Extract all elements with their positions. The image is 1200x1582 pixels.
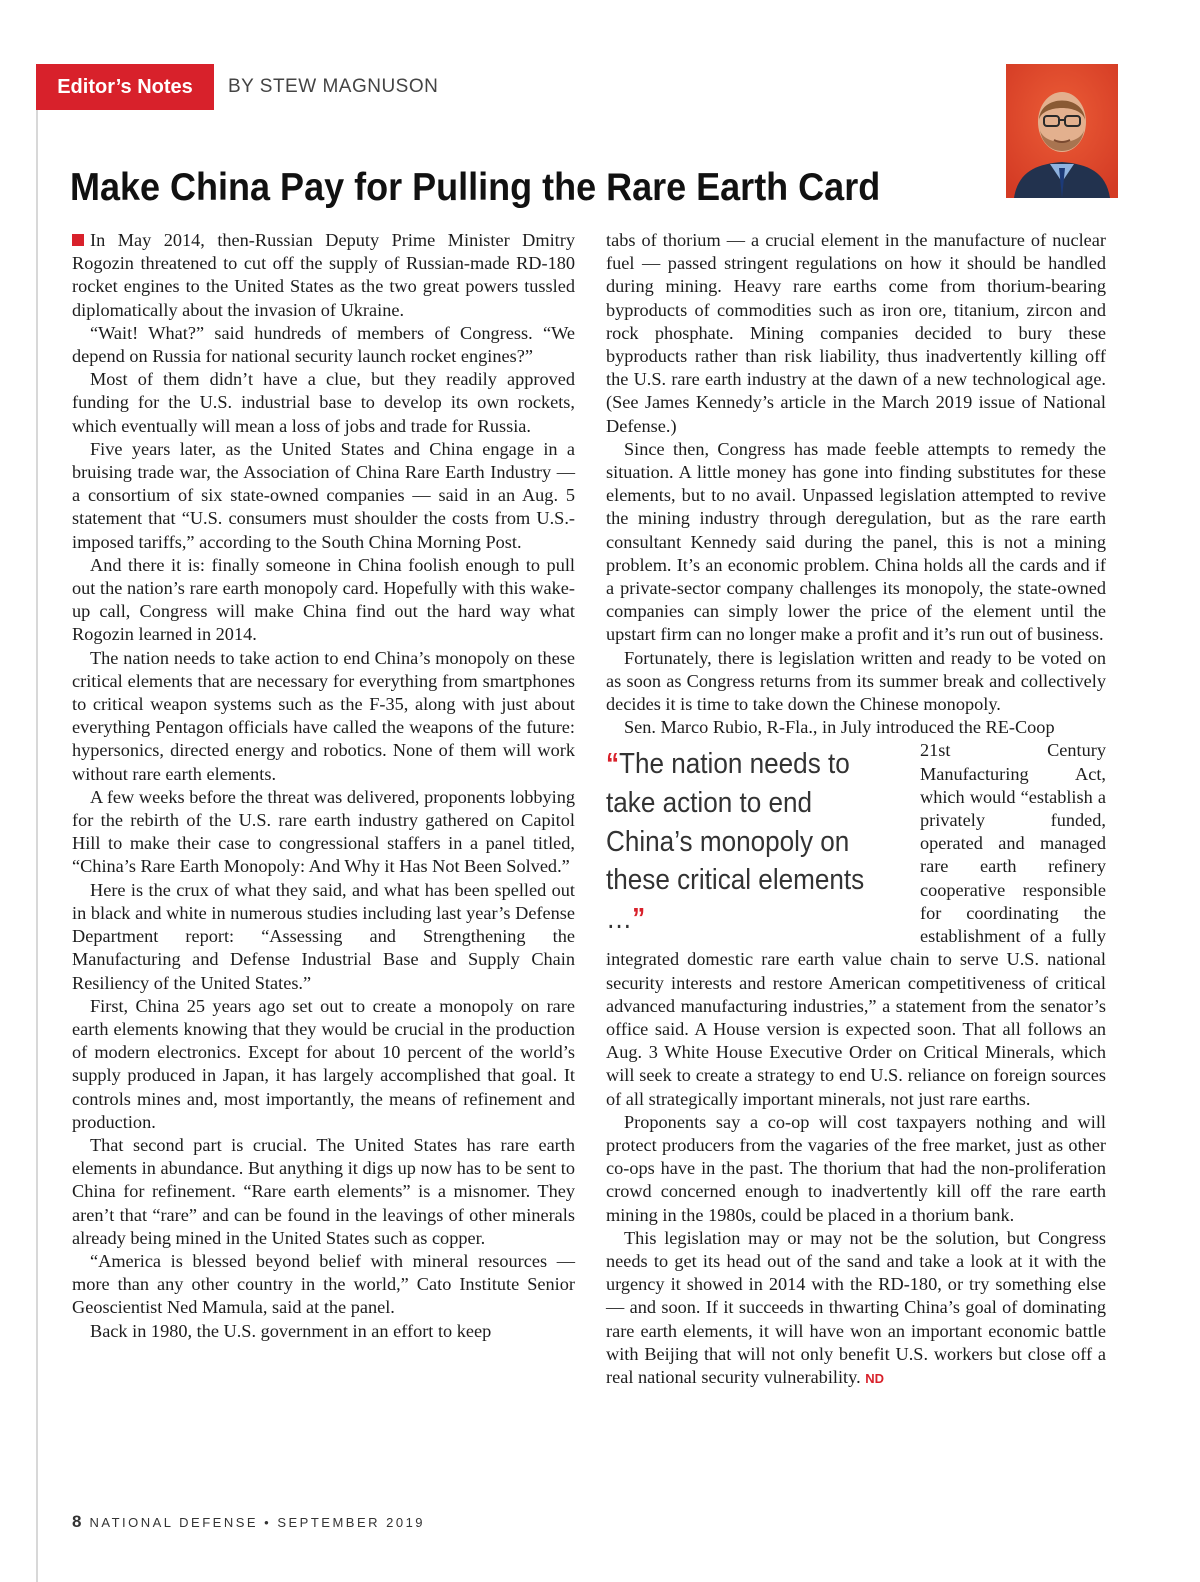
article-paragraph: And there it is: finally someone in China foolish enough to pull out the nation’s rare earth monopoly card. Hopefully with this wake-up call, Congress will make China find out the hard way what Rogozin learned in 2014. bbox=[72, 554, 575, 645]
article-paragraph: 21st Century Manufacturing Act, which would “establish a privately funded, operated and managed rare earth refinery cooperative responsible for coordinating the establishment of a fully integrated domestic rare earth value chain to serve U.S. national security interests and restore American competitiveness of critical advanced manufacturing industries,” a statement from the senator’s office said. A House version is expected soon. That all follows an Aug. 3 White House Executive Order on Critical Minerals, which will seek to create a strategy to end U.S. reliance on foreign sources of all strategically important minerals, not just rare earths. bbox=[606, 740, 1106, 1109]
article-paragraph: A few weeks before the threat was delivered, proponents lobbying for the rebirth of the U.S. rare earth industry gathered on Capitol Hill to make their case to congressional staffers in a panel titled, “China’s Rare Earth Monopoly: And Why it Has Not Been Solved.” bbox=[72, 786, 575, 877]
left-column bbox=[72, 229, 575, 1343]
article-paragraph: Five years later, as the United States and China engage in a bruising trade war, the Association of China Rare Earth Industry — a consortium of six state-owned companies — said in an Aug. 5 statement that “U.S. consumers must shoulder the costs from U.S.-imposed tariffs,” according to the South China Morning Post. bbox=[72, 438, 575, 552]
pull-quote bbox=[606, 739, 920, 943]
margin-rule bbox=[36, 108, 38, 1582]
end-mark: ND bbox=[865, 1370, 885, 1386]
page-number: 8 bbox=[72, 1512, 82, 1531]
article-paragraph: This legislation may or may not be the solution, but Congress needs to get its head out of the sand and take a look at it with the urgency it showed in 2014 with the RD-180, or try something else — and soon. If it succeeds in thwarting China’s goal of dominating rare earth elements, it will have won an important economic battle with Beijing that will not only benefit U.S. workers but close off a real national security vulnerability. ND bbox=[606, 1227, 1106, 1387]
article-paragraph: Proponents say a co-op will cost taxpayers nothing and will protect producers from the vagaries of the free market, just as other co-ops have in the past. The thorium that had the non-proliferation crowd concerned enough to inadvertently kill off the rare earth mining in the 1980s, could be placed in a thorium bank. bbox=[606, 1111, 1106, 1225]
article-paragraph: In May 2014, then-Russian Deputy Prime Minister Dmitry Rogozin threatened to cut off the supply of Russian-made RD-180 rocket engines to the United States as the two great powers tussled diplomatically about the invasion of Ukraine. bbox=[72, 230, 575, 320]
article-paragraph: “Wait! What?” said hundreds of members of Congress. “We depend on Russia for national security launch rocket engines?” bbox=[72, 322, 575, 367]
article-paragraph: “America is blessed beyond belief with mineral resources — more than any other country in the world,” Cato Institute Senior Geoscientist Ned Mamula, said at the panel. bbox=[72, 1250, 575, 1318]
article-paragraph: Back in 1980, the U.S. government in an effort to keep bbox=[90, 1320, 492, 1341]
section-tag: Editor’s Notes bbox=[36, 64, 214, 110]
right-column bbox=[606, 229, 1106, 1390]
page-footer bbox=[72, 1512, 425, 1532]
article-paragraph: First, China 25 years ago set out to create a monopoly on rare earth elements knowing that they would be crucial in the production of modern electronics. Except for about 10 percent of the world’s supply produced in Japan, it has largely accomplished that goal. It controls mines and, most importantly, the means of refinement and production. bbox=[72, 995, 575, 1132]
article-paragraph: Fortunately, there is legislation written and ready to be voted on as soon as Congress returns from its summer break and collectively decides it is time to take down the Chinese monopoly. bbox=[606, 647, 1106, 715]
article-headline: Make China Pay for Pulling the Rare Earth Card bbox=[70, 164, 881, 209]
pull-quote-text: The nation needs to take action to end China’s monopoly on these critical elements … bbox=[606, 748, 865, 935]
article-paragraph: That second part is crucial. The United States has rare earth elements in abundance. But anything it digs up now has to be sent to China for refinement. “Rare earth elements” is a misnomer. They aren’t that “rare” and can be found in the leavings of other minerals already being mined in the United States such as copper. bbox=[72, 1134, 575, 1248]
byline: BY STEW MAGNUSON bbox=[228, 76, 439, 97]
article-paragraph: Since then, Congress has made feeble attempts to remedy the situation. A little money has gone into finding substitutes for these elements, but to no avail. Unpassed legislation attempted to revive the mining industry through deregulation, but as the rare earth consultant Kennedy said during the panel, this is not a mining problem. It’s an economic problem. China holds all the cards and if a private-sector company challenges its monopoly, the state-owned companies can simply lower the price of the element until the upstart firm can no longer make a profit and it’s run out of business. bbox=[606, 438, 1106, 645]
article-paragraph: tabs of thorium — a crucial element in the manufacture of nuclear fuel — passed stringent regulations on how it should be handled during mining. Heavy rare earths come from thorium-bearing byproducts of commodities such as iron ore, titanium, zircon and rock phosphate. Mining companies decided to bury these byproducts rather than risk liability, thus inadvertently killing off the U.S. rare earth industry at the dawn of a new technological age. (See James Kennedy’s article in the March 2019 issue of National Defense.) bbox=[606, 230, 1106, 436]
close-quote-mark: ” bbox=[632, 902, 646, 935]
article-paragraph: The nation needs to take action to end China’s monopoly on these critical elements that are necessary for everything from smartphones to critical weapon systems such as the F-35, along with just about everything Pentagon officials have called the weapons of the future: hypersonics, directed energy and robotics. None of them will work without rare earth elements. bbox=[72, 647, 575, 784]
open-quote-mark: “ bbox=[606, 748, 620, 781]
article-paragraph: Sen. Marco Rubio, R-Fla., in July introduced the RE-Coop bbox=[624, 717, 1055, 738]
publication-line: NATIONAL DEFENSE • SEPTEMBER 2019 bbox=[89, 1515, 426, 1530]
article-paragraph: Here is the crux of what they said, and what has been spelled out in black and white in numerous studies including last year’s Defense Department report: “Assessing and Strengthening the Manufacturing and Defense Industrial Base and Supply Chain Resiliency of the United States.” bbox=[72, 879, 575, 993]
author-portrait bbox=[1006, 64, 1118, 198]
start-square-icon bbox=[72, 234, 84, 246]
article-paragraph: Most of them didn’t have a clue, but they readily approved funding for the U.S. industrial base to develop its own rockets, which eventually will mean a loss of jobs and trade for Russia. bbox=[72, 369, 575, 436]
